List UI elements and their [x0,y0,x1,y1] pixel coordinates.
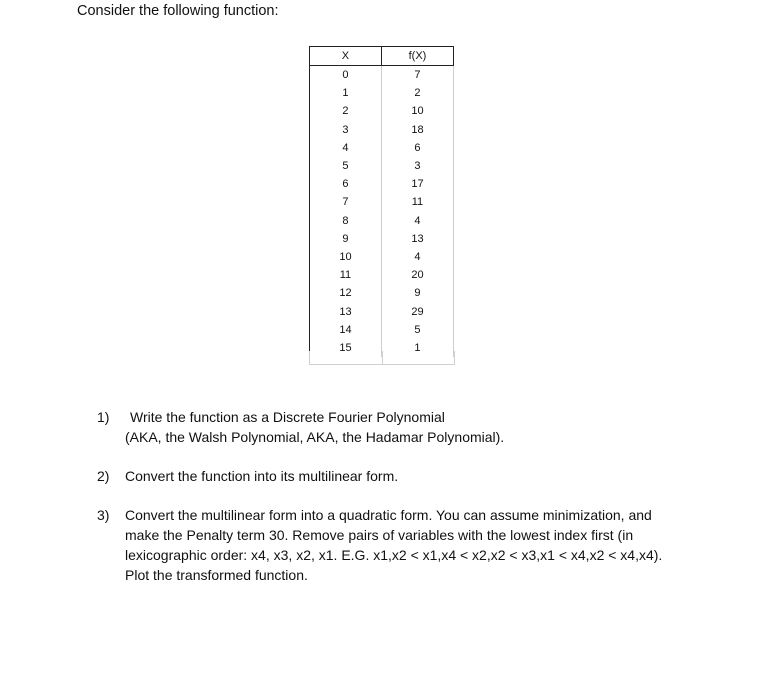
function-table [309,46,454,357]
fx-cell: 5 [381,321,453,339]
table-row [310,248,454,266]
fx-cell: 13 [381,230,453,248]
table-row [310,230,454,248]
table-row [310,84,454,102]
question-body [125,466,737,486]
question-line: Convert the function into its multilinear form. [125,468,399,484]
x-cell: 11 [310,266,382,284]
table-row [310,121,454,139]
function-table-container [309,46,455,366]
fx-cell: 29 [381,302,453,320]
x-cell: 3 [310,121,382,139]
fx-cell: 4 [381,248,453,266]
question-2 [97,466,737,486]
x-cell: 14 [310,321,382,339]
question-number: 3) [97,507,110,523]
x-cell: 10 [310,248,382,266]
x-cell: 6 [310,175,382,193]
fx-cell: 7 [381,66,453,85]
header-x: X [310,47,382,66]
question-3 [97,505,737,585]
fx-cell: 10 [381,102,453,120]
fx-cell: 17 [381,175,453,193]
header-fx: f(X) [381,47,453,66]
table-blank-row [309,351,455,365]
table-row [310,284,454,302]
x-cell: 5 [310,157,382,175]
x-cell: 13 [310,302,382,320]
table-row [310,321,454,339]
fx-cell: 3 [381,157,453,175]
fx-cell: 2 [381,84,453,102]
x-cell: 9 [310,230,382,248]
table-row [310,139,454,157]
table-row [310,193,454,211]
table-row [310,302,454,320]
fx-cell: 18 [381,121,453,139]
fx-cell: 4 [381,212,453,230]
table-row [310,102,454,120]
fx-cell: 1 [381,339,453,357]
question-line: Convert the multilinear form into a quadratic form. You can assume minimization, and [125,507,652,523]
fx-cell: 9 [381,284,453,302]
x-cell: 2 [310,102,382,120]
table-row [310,212,454,230]
x-cell: 8 [310,212,382,230]
question-body [125,407,737,447]
x-cell: 7 [310,193,382,211]
question-1 [97,407,737,447]
x-cell: 12 [310,284,382,302]
fx-cell: 11 [381,193,453,211]
x-cell: 1 [310,84,382,102]
question-number: 1) [97,409,110,425]
fx-cell: 20 [381,266,453,284]
x-cell: 0 [310,66,382,85]
table-row [310,157,454,175]
question-number: 2) [97,468,110,484]
x-cell: 4 [310,139,382,157]
fx-cell: 6 [381,139,453,157]
table-header-row [310,47,454,66]
question-line: make the Penalty term 30. Remove pairs of variables with the lowest index first (in [125,527,634,543]
table-row [310,66,454,85]
question-line: Write the function as a Discrete Fourier Polynomial [130,409,445,425]
x-cell: 15 [310,339,382,357]
question-line: lexicographic order: x4, x3, x2, x1. E.G. x1,x2 < x1,x4 < x2,x2 < x3,x1 < x4,x2 < x4,x4). [125,547,663,563]
intro-text: Consider the following function: [77,3,279,19]
question-body [125,505,737,585]
question-line: Plot the transformed function. [125,567,308,583]
table-row [310,175,454,193]
table-row [310,266,454,284]
question-line: (AKA, the Walsh Polynomial, AKA, the Hadamar Polynomial). [125,429,505,445]
questions-list [97,407,737,604]
